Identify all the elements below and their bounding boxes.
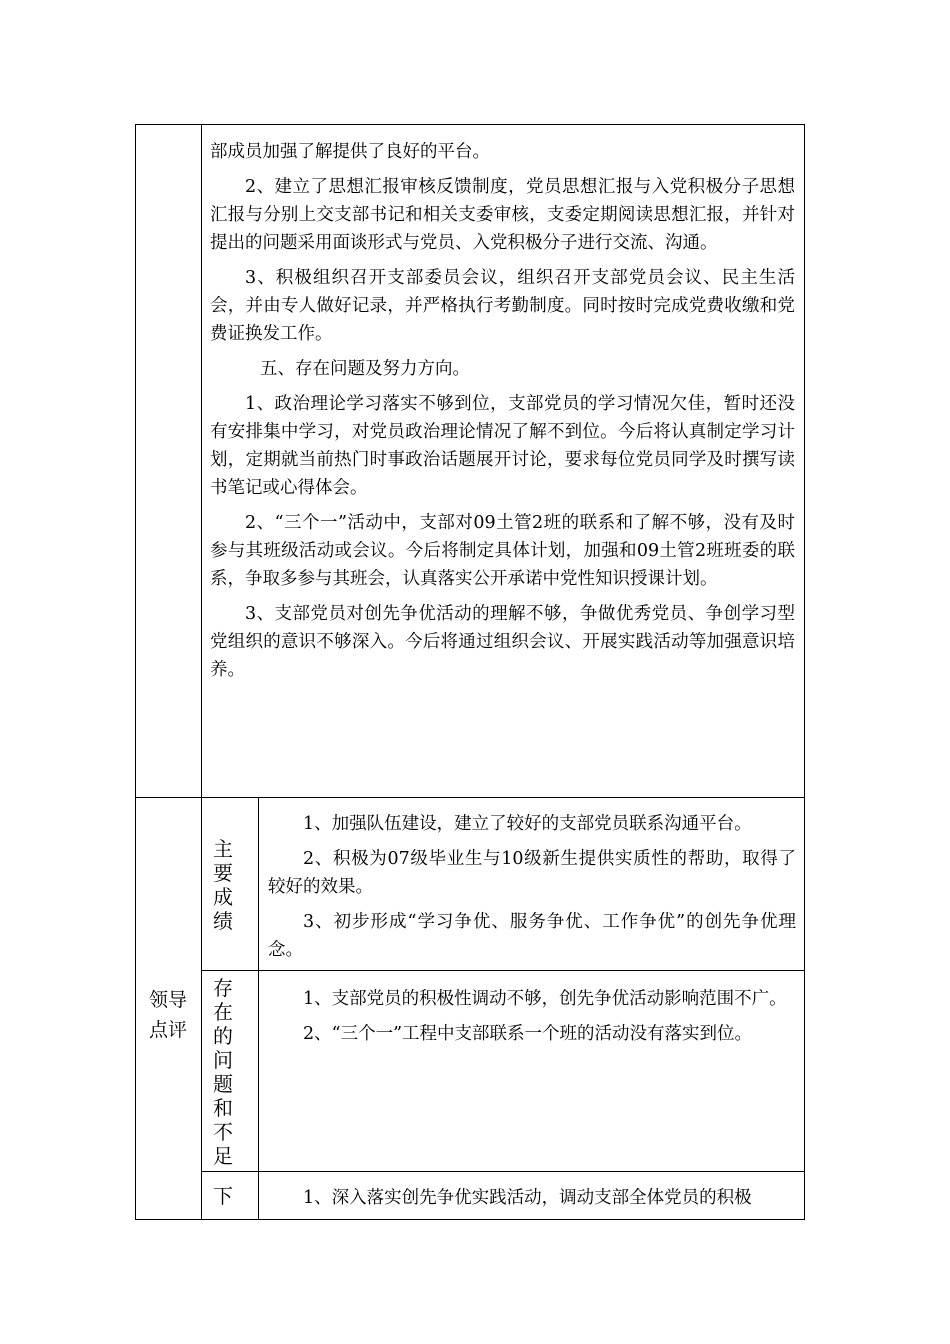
next-steps-label: 下 [213,1184,233,1208]
paragraph: 3、积极组织召开支部委员会议，组织召开支部党员会议、民主生活会，并由专人做好记录，并严格执行考勤制度。同时按时完成党费收缴和党费证换发工作。 [210,268,795,344]
next-steps-content [268,1184,796,1219]
list-item: 1、深入落实创先争优实践活动，调动支部全体党员的积极 [303,1188,752,1208]
leader-review-label: 领导点评 [148,989,187,1041]
paragraph: 1、政治理论学习落实不够到位，支部党员的学习情况欠佳，暂时还没有安排集中学习，对党员政治理论情况了解不到位。今后将认真制定学习计划，定期就当前热门时事政治话题展开讨论，要求每位党员同学及时撰写读书笔记或心得体会。 [210,394,795,498]
main-achievements-content [268,810,796,971]
section-heading: 五、存在问题及努力方向。 [260,359,470,379]
list-item: 1、加强队伍建设，建立了较好的支部党员联系沟通平台。 [303,814,752,834]
paragraph: 部成员加强了解提供了良好的平台。 [210,142,490,162]
list-item: 2、积极为07级毕业生与10级新生提供实质性的帮助，取得了较好的效果。 [268,849,796,897]
main-achievements-label: 主 要 成 绩 [213,837,233,933]
work-summary-text [210,138,795,691]
paragraph: 2、建立了思想汇报审核反馈制度，党员思想汇报与入党积极分子思想汇报与分别上交支部书记和相关支委审核，支委定期阅读思想汇报，并针对提出的问题采用面谈形式与党员、入党积极分子进行交流、沟通。 [210,177,795,253]
row-divider-review [135,797,805,798]
paragraph: 2、“三个一”活动中，支部对09土管2班的联系和了解不够，没有及时参与其班级活动或会议。今后将制定具体计划，加强和09土管2班班委的联系，争取多参与其班会，认真落实公开承诺中党性知识授课计划。 [210,513,795,589]
problems-label: 存 在 的 问 题 和 不 足 [213,976,233,1168]
list-item: 3、初步形成“学习争优、服务争优、工作争优”的创先争优理念。 [268,912,796,960]
row-divider-problems [201,1171,805,1172]
problems-content [268,985,796,1055]
list-item: 2、“三个一”工程中支部联系一个班的活动没有落实到位。 [303,1024,753,1044]
paragraph: 3、支部党员对创先争优活动的理解不够，争做优秀党员、争创学习型党组织的意识不够深入。今后将通过组织会议、开展实践活动等加强意识培养。 [210,604,795,680]
column-divider-left [201,124,202,1220]
list-item: 1、支部党员的积极性调动不够，创先争优活动影响范围不广。 [303,989,787,1009]
column-divider-sublabel [258,797,259,1220]
